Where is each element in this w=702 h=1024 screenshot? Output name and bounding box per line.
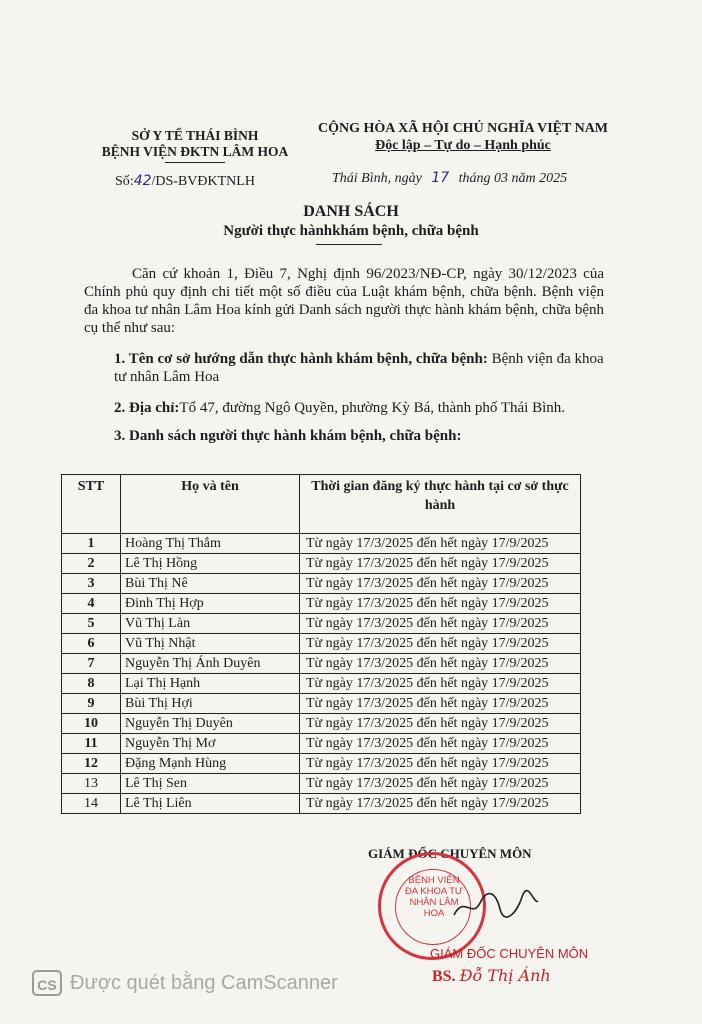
document-subtitle: Người thực hànhkhám bệnh, chữa bệnh bbox=[223, 223, 479, 239]
table-row bbox=[62, 774, 581, 794]
row-stt: 7 bbox=[62, 654, 121, 674]
doc-number-prefix: Số: bbox=[115, 174, 134, 189]
item-facility-label: 1. Tên cơ sở hướng dẫn thực hành khám bệnh, chữa bệnh: bbox=[114, 351, 488, 367]
signature-title: GIÁM ĐỐC CHUYÊN MÔN bbox=[368, 846, 532, 861]
row-period: Từ ngày 17/3/2025 đến hết ngày 17/9/2025 bbox=[300, 734, 581, 754]
row-name: Nguyễn Thị Duyên bbox=[121, 714, 300, 734]
row-name: Bùi Thị Hợi bbox=[121, 694, 300, 714]
table-row bbox=[62, 614, 581, 634]
org-rule bbox=[165, 162, 225, 163]
national-header bbox=[318, 120, 608, 187]
col-header-name: Họ và tên bbox=[121, 475, 300, 534]
row-name: Vũ Thị Làn bbox=[121, 614, 300, 634]
row-period: Từ ngày 17/3/2025 đến hết ngày 17/9/2025 bbox=[300, 594, 581, 614]
table-row bbox=[62, 794, 581, 814]
row-period: Từ ngày 17/3/2025 đến hết ngày 17/9/2025 bbox=[300, 774, 581, 794]
row-stt: 8 bbox=[62, 674, 121, 694]
nation-line1: CỘNG HÒA XÃ HỘI CHỦ NGHĨA VIỆT NAM bbox=[318, 121, 609, 136]
date-rest: tháng 03 năm 2025 bbox=[458, 171, 568, 186]
table-row bbox=[62, 634, 581, 654]
row-stt: 2 bbox=[62, 554, 121, 574]
row-period: Từ ngày 17/3/2025 đến hết ngày 17/9/2025 bbox=[300, 794, 581, 814]
date-prefix: Thái Bình, ngày bbox=[332, 171, 422, 186]
row-stt: 10 bbox=[62, 714, 121, 734]
row-period: Từ ngày 17/3/2025 đến hết ngày 17/9/2025 bbox=[300, 574, 581, 594]
handwritten-signature bbox=[450, 885, 540, 925]
org-line1: SỞ Y TẾ THÁI BÌNH bbox=[131, 128, 259, 143]
table-row bbox=[62, 734, 581, 754]
document-title: DANH SÁCH bbox=[303, 203, 399, 220]
signer-role: GIÁM ĐỐC CHUYÊN MÔN bbox=[430, 946, 589, 961]
row-name: Lê Thị Liên bbox=[121, 794, 300, 814]
row-stt: 11 bbox=[62, 734, 121, 754]
table-row bbox=[62, 654, 581, 674]
intro-paragraph: Căn cứ khoản 1, Điều 7, Nghị định 96/2023/NĐ-CP, ngày 30/12/2023 của Chính phủ quy định chi tiết một số điều của Luật khám bệnh, chữa bệnh. Bệnh viện đa khoa tư nhân Lâm Hoa kính gửi Danh sách người thực hành khám bệnh, chữa bệnh cụ thể như sau: bbox=[84, 266, 604, 336]
signer-name bbox=[432, 966, 551, 986]
stamp-text: BỆNH VIỆN ĐA KHOA TƯ NHÂN LÂM HOA bbox=[404, 875, 464, 919]
col-header-stt: STT bbox=[62, 475, 121, 534]
signer-name-prefix: BS. bbox=[432, 968, 456, 985]
camscanner-logo: CS bbox=[32, 970, 62, 996]
row-name: Đinh Thị Hợp bbox=[121, 594, 300, 614]
row-stt: 1 bbox=[62, 534, 121, 554]
row-period: Từ ngày 17/3/2025 đến hết ngày 17/9/2025 bbox=[300, 714, 581, 734]
row-period: Từ ngày 17/3/2025 đến hết ngày 17/9/2025 bbox=[300, 614, 581, 634]
table-row bbox=[62, 754, 581, 774]
table-row bbox=[62, 554, 581, 574]
row-period: Từ ngày 17/3/2025 đến hết ngày 17/9/2025 bbox=[300, 554, 581, 574]
date-day-handwritten: 17 bbox=[431, 170, 450, 186]
row-period: Từ ngày 17/3/2025 đến hết ngày 17/9/2025 bbox=[300, 634, 581, 654]
item-address bbox=[114, 399, 604, 417]
row-name: Nguyễn Thị Mơ bbox=[121, 734, 300, 754]
row-period: Từ ngày 17/3/2025 đến hết ngày 17/9/2025 bbox=[300, 534, 581, 554]
item-facility bbox=[114, 350, 604, 386]
table-row bbox=[62, 674, 581, 694]
row-stt: 13 bbox=[62, 774, 121, 794]
row-stt: 12 bbox=[62, 754, 121, 774]
org-line2: BỆNH VIỆN ĐKTN LÂM HOA bbox=[101, 144, 289, 159]
item-address-value: Tổ 47, đường Ngô Quyền, phường Kỳ Bá, thành phố Thái Bình. bbox=[179, 400, 565, 416]
table-row bbox=[62, 534, 581, 554]
issue-date bbox=[318, 170, 608, 187]
practitioner-table bbox=[61, 474, 581, 814]
org-header bbox=[100, 128, 290, 190]
row-name: Nguyễn Thị Ánh Duyên bbox=[121, 654, 300, 674]
row-name: Lại Thị Hạnh bbox=[121, 674, 300, 694]
item-address-label: 2. Địa chỉ: bbox=[114, 400, 180, 416]
table-body bbox=[62, 534, 581, 814]
table-header-row bbox=[62, 475, 581, 534]
row-stt: 3 bbox=[62, 574, 121, 594]
row-period: Từ ngày 17/3/2025 đến hết ngày 17/9/2025 bbox=[300, 754, 581, 774]
row-name: Lê Thị Hồng bbox=[121, 554, 300, 574]
row-name: Hoàng Thị Thắm bbox=[121, 534, 300, 554]
subtitle-rule bbox=[316, 244, 382, 245]
row-period: Từ ngày 17/3/2025 đến hết ngày 17/9/2025 bbox=[300, 654, 581, 674]
nation-line2: Độc lập – Tự do – Hạnh phúc bbox=[375, 138, 551, 153]
signer-name-script: Đỗ Thị Ánh bbox=[459, 966, 551, 985]
table-row bbox=[62, 574, 581, 594]
doc-number-suffix: /DS-BVĐKTNLH bbox=[151, 174, 255, 189]
doc-number bbox=[100, 173, 290, 190]
row-stt: 6 bbox=[62, 634, 121, 654]
row-name: Bùi Thị Nê bbox=[121, 574, 300, 594]
doc-number-handwritten: 42 bbox=[133, 173, 152, 189]
row-stt: 5 bbox=[62, 614, 121, 634]
table-row bbox=[62, 594, 581, 614]
item-list-heading: 3. Danh sách người thực hành khám bệnh, chữa bệnh: bbox=[114, 428, 462, 444]
row-name: Đặng Mạnh Hùng bbox=[121, 754, 300, 774]
item-facility-value: Bệnh viện đa khoa tư nhân Lâm Hoa bbox=[114, 351, 604, 385]
row-period: Từ ngày 17/3/2025 đến hết ngày 17/9/2025 bbox=[300, 674, 581, 694]
camscanner-watermark: Được quét bằng CamScanner bbox=[70, 972, 338, 994]
table-row bbox=[62, 714, 581, 734]
row-name: Lê Thị Sen bbox=[121, 774, 300, 794]
row-stt: 14 bbox=[62, 794, 121, 814]
row-period: Từ ngày 17/3/2025 đến hết ngày 17/9/2025 bbox=[300, 694, 581, 714]
col-header-period: Thời gian đăng ký thực hành tại cơ sở thực hành bbox=[300, 475, 581, 534]
row-stt: 4 bbox=[62, 594, 121, 614]
row-stt: 9 bbox=[62, 694, 121, 714]
table-row bbox=[62, 694, 581, 714]
row-name: Vũ Thị Nhật bbox=[121, 634, 300, 654]
